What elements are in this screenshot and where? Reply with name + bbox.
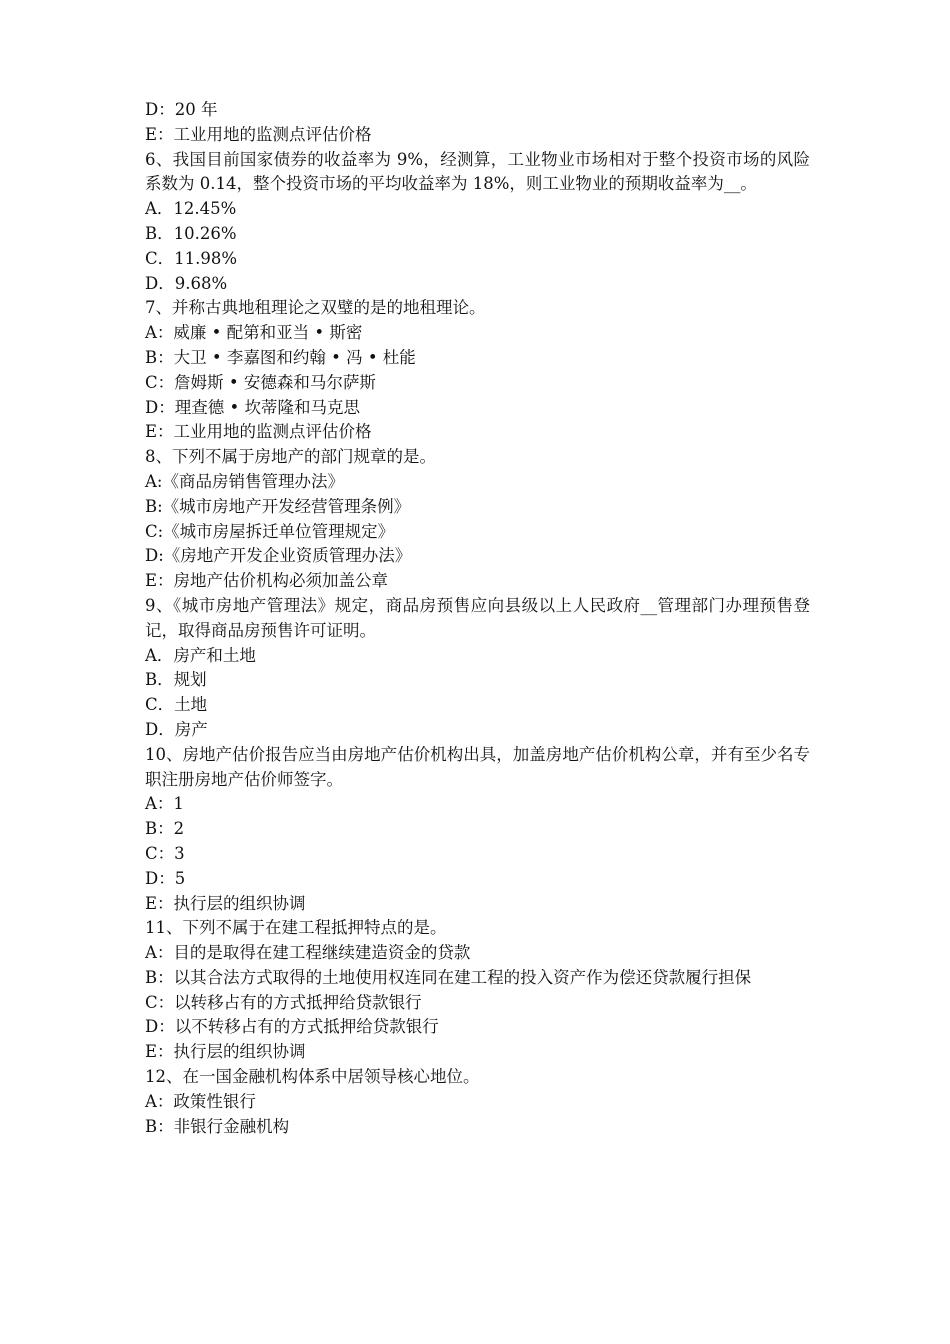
option-line: E：工业用地的监测点评估价格 (145, 422, 372, 442)
option-line: D:《房地产开发企业资质管理办法》 (145, 546, 412, 566)
option-line: D：以不转移占有的方式抵押给贷款银行 (145, 1017, 439, 1037)
question-stem: 9、《城市房地产管理法》规定，商品房预售应向县级以上人民政府__管理部门办理预售登记，取得商品房预售许可证明。 (145, 595, 810, 640)
option-line: D．房产 (145, 719, 208, 739)
question-stem: 6、我国目前国家债券的收益率为 9%，经测算，工业物业市场相对于整个投资市场的风险系数为 0.14，整个投资市场的平均收益率为 18%，则工业物业的预期收益率为__。 (145, 149, 810, 194)
option-line: E：工业用地的监测点评估价格 (145, 124, 372, 144)
option-line: B：大卫 • 李嘉图和约翰 • 冯 • 杜能 (145, 347, 416, 367)
option-line: C．土地 (145, 695, 208, 715)
option-line: E：房地产估价机构必须加盖公章 (145, 571, 389, 591)
option-line: A：政策性银行 (145, 1091, 256, 1111)
question-stem: 7、并称古典地租理论之双璧的是的地租理论。 (145, 298, 486, 318)
option-line: C：3 (145, 843, 185, 863)
document-body (145, 98, 810, 1139)
option-line: B：非银行金融机构 (145, 1116, 290, 1136)
question-stem: 11、下列不属于在建工程抵押特点的是。 (145, 918, 447, 938)
option-line: C：以转移占有的方式抵押给贷款银行 (145, 992, 422, 1012)
option-line: D．9.68% (145, 273, 228, 293)
option-line: B：以其合法方式取得的土地使用权连同在建工程的投入资产作为偿还贷款履行担保 (145, 967, 752, 987)
option-line: B．10.26% (145, 223, 237, 243)
option-line: C:《城市房屋拆迁单位管理规定》 (145, 521, 395, 541)
option-line: E：执行层的组织协调 (145, 1042, 306, 1062)
question-stem: 10、房地产估价报告应当由房地产估价机构出具，加盖房地产估价机构公章，并有至少名专职注册房地产估价师签字。 (145, 744, 810, 789)
question-stem: 8、下列不属于房地产的部门规章的是。 (145, 447, 436, 467)
option-line: A．12.45% (145, 199, 237, 219)
option-line: D：理查德 • 坎蒂隆和马克思 (145, 397, 360, 417)
option-line: C．11.98% (145, 248, 238, 268)
option-line: C：詹姆斯 • 安德森和马尔萨斯 (145, 372, 376, 392)
option-line: B．规划 (145, 670, 207, 690)
option-line: D：5 (145, 868, 186, 888)
option-line: A：目的是取得在建工程继续建造资金的贷款 (145, 943, 471, 963)
option-line: A:《商品房销售管理办法》 (145, 471, 344, 491)
option-line: D：20 年 (145, 100, 218, 119)
option-line: A：1 (145, 794, 184, 814)
option-line: E：执行层的组织协调 (145, 893, 306, 913)
question-stem: 12、在一国金融机构体系中居领导核心地位。 (145, 1067, 480, 1087)
option-line: B:《城市房地产开发经营管理条例》 (145, 496, 411, 516)
option-line: B：2 (145, 819, 185, 839)
option-line: A：威廉 • 配第和亚当 • 斯密 (145, 323, 363, 343)
option-line: A．房产和土地 (145, 645, 256, 665)
